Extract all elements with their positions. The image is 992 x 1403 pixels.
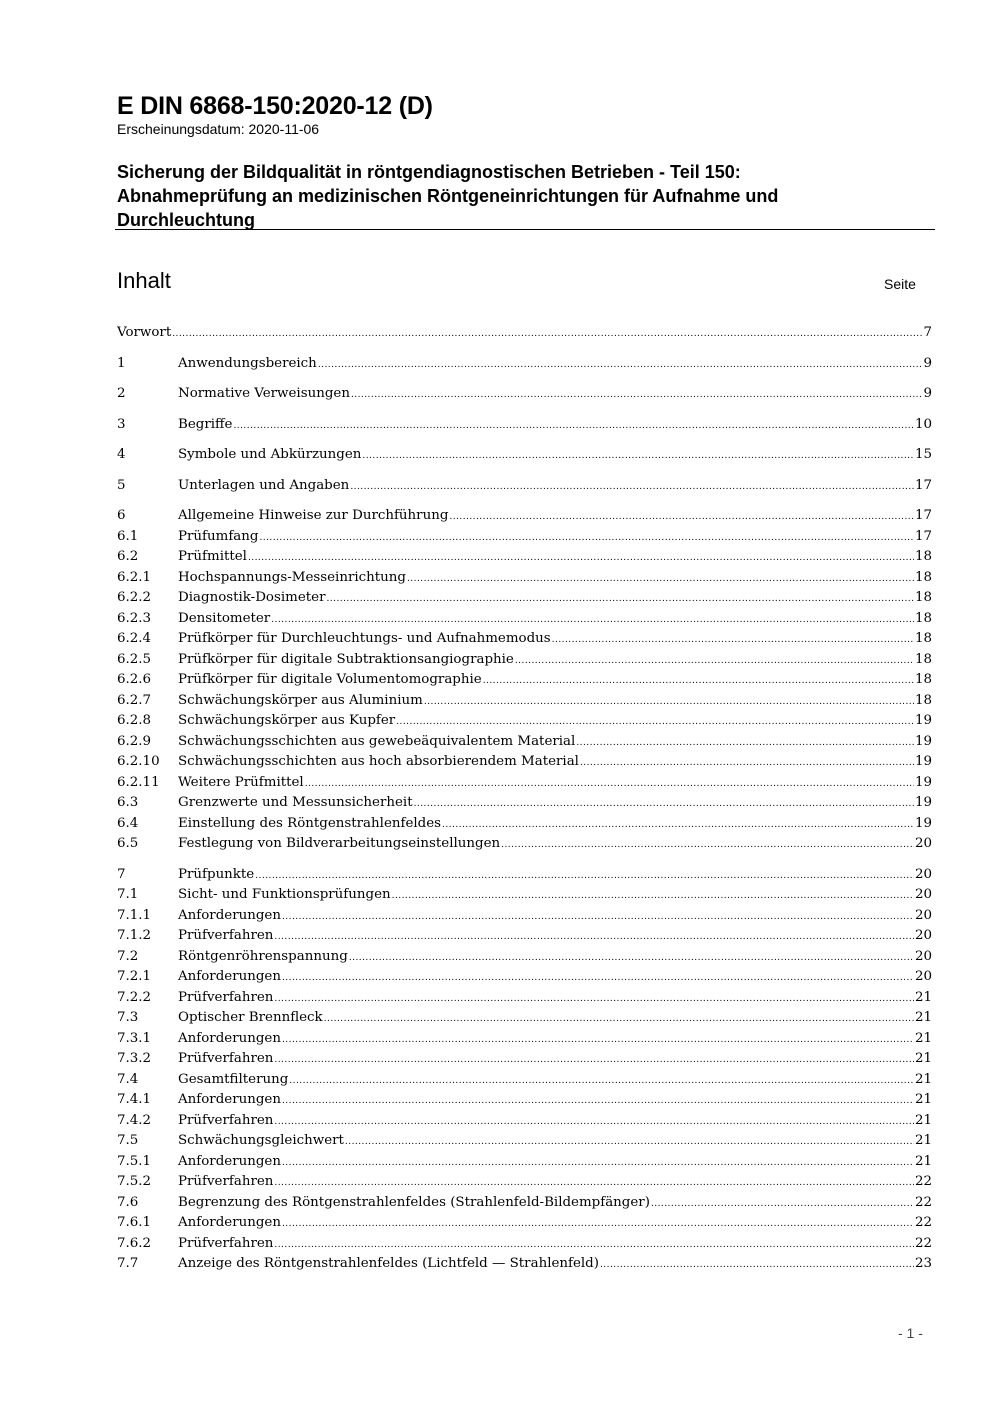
toc-dot-leader <box>651 1194 914 1214</box>
document-id: E DIN 6868-150:2020-12 (D) <box>117 92 433 120</box>
toc-dot-leader <box>324 1009 914 1029</box>
toc-entry-number: 3 <box>117 417 126 432</box>
toc-dot-leader <box>576 733 914 753</box>
toc-entry-title: Schwächungsgleichwert <box>178 1133 344 1148</box>
toc-entry-title: Prüfverfahren <box>178 928 274 943</box>
toc-entry-page: 19 <box>914 713 932 728</box>
toc-entry[interactable] <box>117 476 932 496</box>
toc-entry-number: 6.2.8 <box>117 713 152 728</box>
toc-heading: Inhalt <box>117 268 171 293</box>
toc-entry-page: 21 <box>914 1072 932 1087</box>
toc-entry-number: 7.5 <box>117 1133 139 1148</box>
toc-entry-number: 7.1.2 <box>117 928 152 943</box>
toc-entry-page: 9 <box>923 386 932 401</box>
toc-dot-leader <box>600 1255 914 1275</box>
toc-entry[interactable] <box>117 1070 932 1090</box>
toc-entry-number: 6.2.1 <box>117 570 152 585</box>
toc-dot-leader <box>274 989 914 1009</box>
toc-entry-number: 6.2.3 <box>117 611 152 626</box>
toc-entry[interactable] <box>117 967 932 987</box>
document-title-line: Durchleuchtung <box>117 210 255 230</box>
toc-entry-number: 6.3 <box>117 795 139 810</box>
toc-dot-leader <box>442 815 914 835</box>
toc-entry-page: 18 <box>914 693 932 708</box>
toc-entry-page: 21 <box>914 1010 932 1025</box>
toc-dot-leader <box>396 712 914 732</box>
toc-entry[interactable] <box>117 865 932 885</box>
toc-entry-number: 7.7 <box>117 1256 139 1271</box>
toc-entry-page: 21 <box>914 1113 932 1128</box>
toc-entry-number: 6.2.7 <box>117 693 152 708</box>
toc-dot-leader <box>349 948 914 968</box>
toc-entry-title: Anforderungen <box>178 969 281 984</box>
toc-dot-leader <box>248 548 914 568</box>
toc-entry-page: 20 <box>914 969 932 984</box>
toc-entry-title: Anforderungen <box>178 1215 281 1230</box>
toc-entry-title: Einstellung des Röntgenstrahlenfeldes <box>178 816 442 831</box>
toc-entry-page: 15 <box>914 447 932 462</box>
toc-entry[interactable] <box>117 773 932 793</box>
toc-entry-title: Schwächungskörper aus Kupfer <box>178 713 396 728</box>
toc-entry-title: Anforderungen <box>178 1092 281 1107</box>
toc-dot-leader <box>318 355 923 375</box>
toc-dot-leader <box>362 446 914 466</box>
toc-entry[interactable] <box>117 527 932 547</box>
toc-entry-title: Anzeige des Röntgenstrahlenfeldes (Lichtfeld — Strahlenfeld) <box>178 1256 599 1271</box>
toc-entry-title: Prüfverfahren <box>178 1174 274 1189</box>
toc-entry-title: Anforderungen <box>178 1154 281 1169</box>
toc-entry[interactable] <box>117 1131 932 1151</box>
toc-entry[interactable] <box>117 629 932 649</box>
toc-entry[interactable] <box>117 814 932 834</box>
toc-entry[interactable] <box>117 354 932 374</box>
toc-dot-leader <box>501 835 914 855</box>
toc-entry-title: Anforderungen <box>178 1031 281 1046</box>
toc-entry-number: 6.2.10 <box>117 754 160 769</box>
toc-entry-number: 7.2 <box>117 949 139 964</box>
toc-entry-page: 17 <box>914 508 932 523</box>
toc-entry-page: 21 <box>914 1092 932 1107</box>
toc-entry-page: 21 <box>914 1051 932 1066</box>
toc-entry[interactable] <box>117 1090 932 1110</box>
toc-entry[interactable] <box>117 793 932 813</box>
toc-entry-title: Begriffe <box>178 417 233 432</box>
toc-entry-title: Schwächungskörper aus Aluminium <box>178 693 423 708</box>
toc-entry-title: Begrenzung des Röntgenstrahlenfeldes (Strahlenfeld-Bildempfänger) <box>178 1195 650 1210</box>
toc-entry-page: 20 <box>914 867 932 882</box>
toc-entry[interactable] <box>117 415 932 435</box>
toc-entry-number: 7.3 <box>117 1010 139 1025</box>
toc-dot-leader <box>282 1091 914 1111</box>
toc-entry-number: 5 <box>117 478 126 493</box>
toc-entry-page: 21 <box>914 1154 932 1169</box>
toc-entry-title: Prüfkörper für Durchleuchtungs- und Aufnahmemodus <box>178 631 551 646</box>
title-divider <box>115 229 935 230</box>
toc-entry-page: 22 <box>914 1215 932 1230</box>
toc-entry[interactable] <box>117 1008 932 1028</box>
toc-entry-number: 7.4 <box>117 1072 139 1087</box>
toc-entry-title: Prüfpunkte <box>178 867 255 882</box>
toc-entry-number: 1 <box>117 356 126 371</box>
toc-entry-title: Festlegung von Bildverarbeitungseinstellungen <box>178 836 501 851</box>
toc-entry[interactable] <box>117 445 932 465</box>
toc-entry-title: Symbole und Abkürzungen <box>178 447 362 462</box>
toc-entry-page: 18 <box>914 652 932 667</box>
toc-dot-leader <box>289 1071 914 1091</box>
toc-entry[interactable] <box>117 1029 932 1049</box>
toc-dot-leader <box>414 794 914 814</box>
toc-entry[interactable] <box>117 506 932 526</box>
toc-entry-page: 18 <box>914 631 932 646</box>
toc-entry-title: Densitometer <box>178 611 271 626</box>
toc-dot-leader <box>305 774 914 794</box>
toc-entry[interactable] <box>117 1049 932 1069</box>
toc-entry-number: 2 <box>117 386 126 401</box>
toc-entry-number: 6 <box>117 508 126 523</box>
toc-entry-number: 7.4.2 <box>117 1113 152 1128</box>
toc-dot-leader <box>424 692 914 712</box>
toc-entry[interactable] <box>117 947 932 967</box>
toc-entry-title: Prüfkörper für digitale Volumentomographie <box>178 672 482 687</box>
toc-entry-page: 18 <box>914 549 932 564</box>
toc-entry-title: Prüfmittel <box>178 549 247 564</box>
toc-entry-page: 22 <box>914 1195 932 1210</box>
toc-entry-number: 6.5 <box>117 836 139 851</box>
toc-entry[interactable] <box>117 1254 932 1274</box>
toc-entry-title: Weitere Prüfmittel <box>178 775 304 790</box>
toc-entry-number: 6.2.2 <box>117 590 152 605</box>
toc-entry-page: 18 <box>914 570 932 585</box>
toc-dot-leader <box>274 927 914 947</box>
toc-entry-title: Prüfverfahren <box>178 1113 274 1128</box>
toc-entry[interactable] <box>117 732 932 752</box>
toc-dot-leader <box>580 753 914 773</box>
toc-entry-number: 6.4 <box>117 816 139 831</box>
toc-entry-page: 23 <box>914 1256 932 1271</box>
toc-dot-leader <box>282 1153 914 1173</box>
toc-entry-page: 20 <box>914 908 932 923</box>
toc-entry-title: Hochspannungs-Messeinrichtung <box>178 570 406 585</box>
toc-entry-title: Schwächungsschichten aus hoch absorbierendem Material <box>178 754 579 769</box>
toc-entry[interactable] <box>117 1172 932 1192</box>
toc-entry-title: Gesamtfilterung <box>178 1072 289 1087</box>
toc-entry[interactable] <box>117 711 932 731</box>
toc-entry[interactable] <box>117 1234 932 1254</box>
toc-dot-leader <box>274 1050 914 1070</box>
toc-dot-leader <box>449 507 914 527</box>
toc-entry-page: 18 <box>914 590 932 605</box>
toc-entry-title: Vorwort <box>117 325 172 340</box>
toc-entry-page: 21 <box>914 1031 932 1046</box>
toc-dot-leader <box>515 651 914 671</box>
toc-entry-number: 7.6.1 <box>117 1215 152 1230</box>
toc-entry-title: Grenzwerte und Messunsicherheit <box>178 795 413 810</box>
toc-entry-page: 18 <box>914 672 932 687</box>
toc-entry-number: 6.2.9 <box>117 734 152 749</box>
toc-entry-title: Diagnostik-Dosimeter <box>178 590 326 605</box>
document-title <box>117 160 937 232</box>
toc-entry-number: 7.5.2 <box>117 1174 152 1189</box>
toc-entry-number: 7.3.2 <box>117 1051 152 1066</box>
toc-entry-page: 20 <box>914 887 932 902</box>
page-column-label: Seite <box>884 276 916 292</box>
toc-entry-page: 18 <box>914 611 932 626</box>
toc-entry-title: Prüfverfahren <box>178 1051 274 1066</box>
toc-entry[interactable] <box>117 906 932 926</box>
page-number: - 1 - <box>898 1325 923 1341</box>
document-title-line: Sicherung der Bildqualität in röntgendiagnostischen Betrieben - Teil 150: <box>117 162 741 182</box>
toc-entry[interactable] <box>117 650 932 670</box>
toc-dot-leader <box>282 968 914 988</box>
toc-entry-number: 6.2 <box>117 549 139 564</box>
toc-entry-page: 9 <box>923 356 932 371</box>
toc-dot-leader <box>282 1030 914 1050</box>
toc-entry-page: 20 <box>914 928 932 943</box>
toc-entry-page: 10 <box>914 417 932 432</box>
document-title-line: Abnahmeprüfung an medizinischen Röntgeneinrichtungen für Aufnahme und <box>117 186 779 206</box>
toc-entry-page: 19 <box>914 816 932 831</box>
toc-entry-title: Prüfverfahren <box>178 990 274 1005</box>
toc-entry-number: 6.2.11 <box>117 775 160 790</box>
toc-entry[interactable] <box>117 1152 932 1172</box>
toc-entry-number: 7.1 <box>117 887 139 902</box>
toc-entry[interactable] <box>117 670 932 690</box>
toc-entry-title: Prüfkörper für digitale Subtraktionsangiographie <box>178 652 514 667</box>
toc-entry-title: Anwendungsbereich <box>178 356 317 371</box>
toc-entry-page: 21 <box>914 990 932 1005</box>
toc-entry-number: 7.3.1 <box>117 1031 152 1046</box>
toc-entry-title: Sicht- und Funktionsprüfungen <box>178 887 391 902</box>
toc-dot-leader <box>326 589 913 609</box>
toc-entry-number: 6.1 <box>117 529 139 544</box>
toc-entry-number: 6.2.6 <box>117 672 152 687</box>
toc-entry[interactable] <box>117 1213 932 1233</box>
toc-entry-number: 7.2.1 <box>117 969 152 984</box>
toc-entry[interactable] <box>117 323 932 343</box>
toc-entry-title: Röntgenröhrenspannung <box>178 949 348 964</box>
toc-entry-title: Prüfverfahren <box>178 1236 274 1251</box>
toc-entry[interactable] <box>117 568 932 588</box>
toc-entry[interactable] <box>117 1111 932 1131</box>
toc-entry-page: 19 <box>914 734 932 749</box>
toc-dot-leader <box>172 324 922 344</box>
toc-entry[interactable] <box>117 691 932 711</box>
toc-entry-title: Allgemeine Hinweise zur Durchführung <box>178 508 449 523</box>
toc-entry-number: 4 <box>117 447 126 462</box>
toc-dot-leader <box>282 1214 914 1234</box>
toc-entry-number: 7.2.2 <box>117 990 152 1005</box>
publication-date: Erscheinungsdatum: 2020-11-06 <box>117 121 320 137</box>
toc-entry[interactable] <box>117 609 932 629</box>
toc-dot-leader <box>483 671 914 691</box>
toc-entry-page: 19 <box>914 795 932 810</box>
toc-entry[interactable] <box>117 885 932 905</box>
toc-dot-leader <box>552 630 914 650</box>
toc-entry-title: Anforderungen <box>178 908 281 923</box>
toc-entry-number: 6.2.4 <box>117 631 152 646</box>
toc-entry[interactable] <box>117 547 932 567</box>
toc-entry[interactable] <box>117 1193 932 1213</box>
toc-entry-title: Unterlagen und Angaben <box>178 478 350 493</box>
toc-entry-page: 22 <box>914 1174 932 1189</box>
toc-entry-title: Prüfumfang <box>178 529 259 544</box>
toc-entry[interactable] <box>117 926 932 946</box>
toc-entry-page: 22 <box>914 1236 932 1251</box>
toc-entry-page: 19 <box>914 775 932 790</box>
toc-entry-page: 21 <box>914 1133 932 1148</box>
toc-entry-title: Normative Verweisungen <box>178 386 350 401</box>
toc-dot-leader <box>345 1132 914 1152</box>
toc-entry-number: 7.6 <box>117 1195 139 1210</box>
toc-dot-leader <box>233 416 913 436</box>
toc-entry-page: 17 <box>914 478 932 493</box>
toc-dot-leader <box>259 528 914 548</box>
toc-dot-leader <box>407 569 914 589</box>
toc-entry-number: 7.4.1 <box>117 1092 152 1107</box>
toc-entry[interactable] <box>117 588 932 608</box>
toc-dot-leader <box>255 866 914 886</box>
toc-entry-number: 7.6.2 <box>117 1236 152 1251</box>
toc-entry[interactable] <box>117 384 932 404</box>
toc-entry-number: 7.1.1 <box>117 908 152 923</box>
toc-dot-leader <box>274 1235 914 1255</box>
toc-dot-leader <box>271 610 914 630</box>
toc-entry[interactable] <box>117 988 932 1008</box>
toc-entry[interactable] <box>117 752 932 772</box>
toc-dot-leader <box>274 1112 914 1132</box>
toc-entry-title: Schwächungsschichten aus gewebeäquivalentem Material <box>178 734 576 749</box>
toc-entry-page: 20 <box>914 836 932 851</box>
toc-dot-leader <box>350 477 914 497</box>
toc-entry-page: 19 <box>914 754 932 769</box>
toc-entry-number: 6.2.5 <box>117 652 152 667</box>
toc-entry-number: 7 <box>117 867 126 882</box>
toc-dot-leader <box>351 385 923 405</box>
toc-entry-page: 20 <box>914 949 932 964</box>
toc-entry-page: 7 <box>923 325 932 340</box>
toc-entry-title: Optischer Brennfleck <box>178 1010 323 1025</box>
toc-dot-leader <box>282 907 914 927</box>
toc-dot-leader <box>274 1173 914 1193</box>
toc-entry-page: 17 <box>914 529 932 544</box>
toc-entry-number: 7.5.1 <box>117 1154 152 1169</box>
toc-entry[interactable] <box>117 834 932 854</box>
toc-dot-leader <box>392 886 914 906</box>
